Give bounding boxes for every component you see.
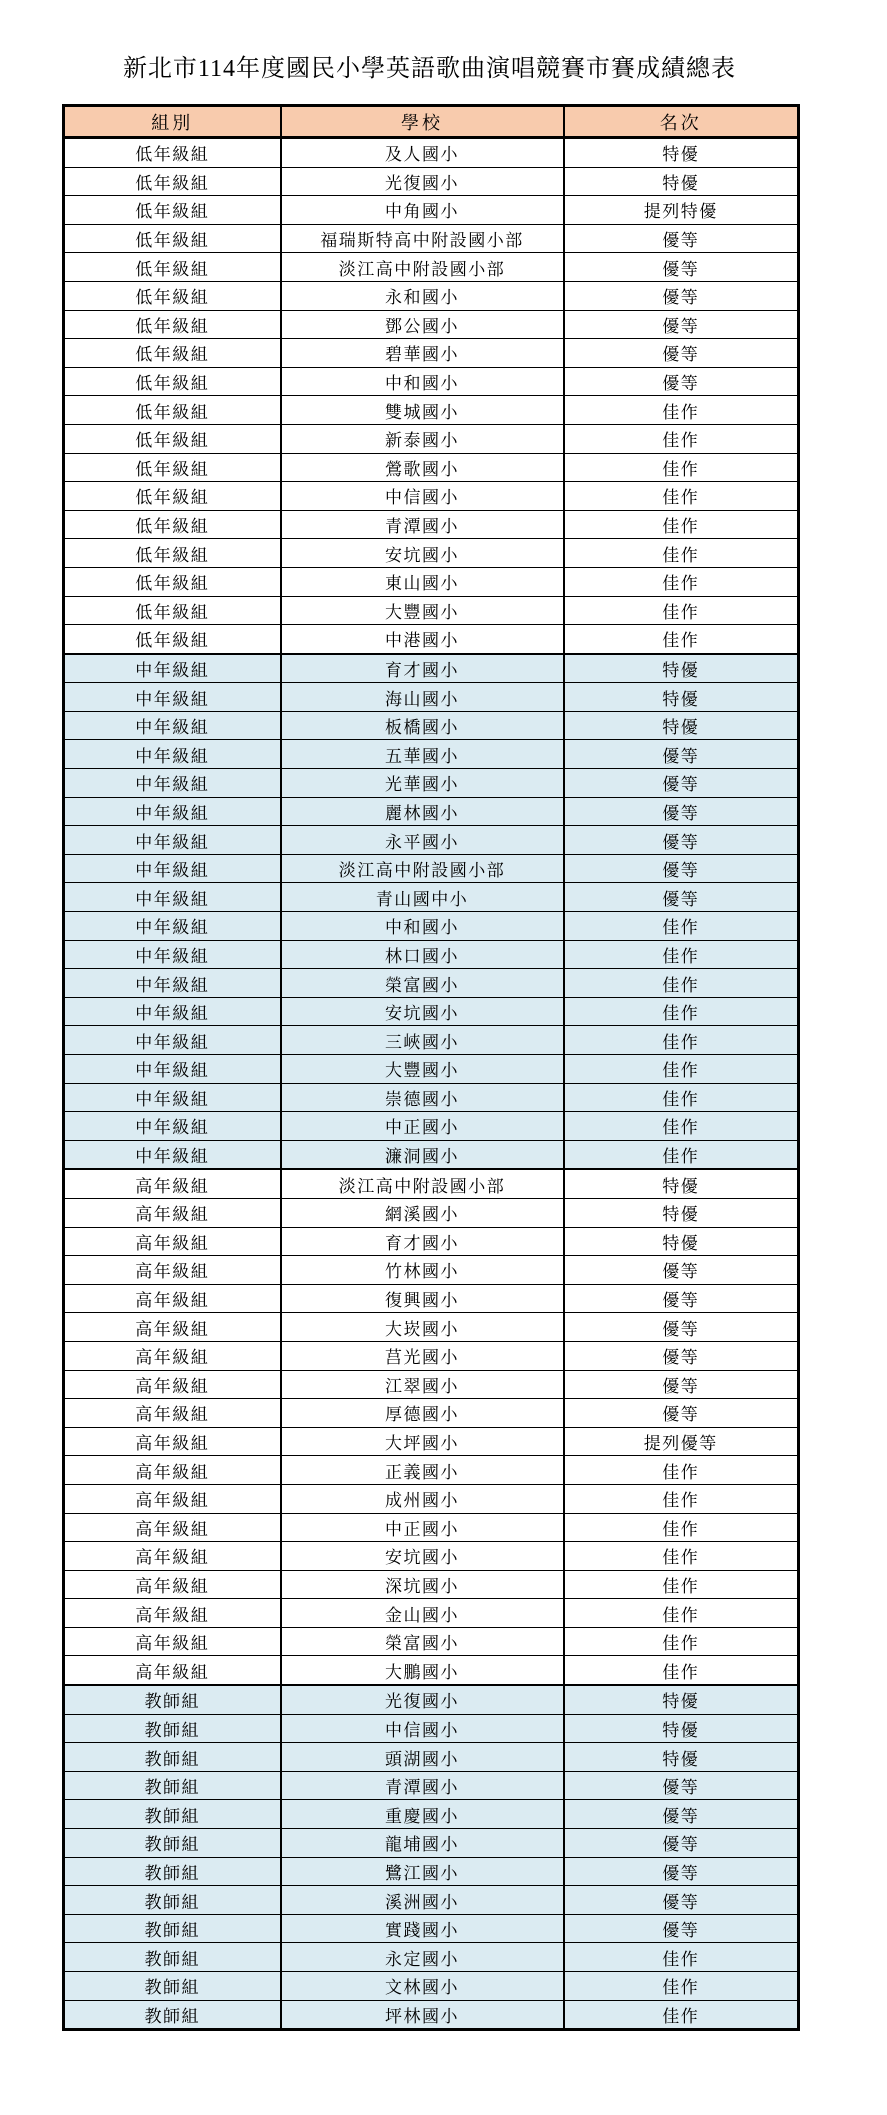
table-row [64,912,799,941]
table-body [64,138,799,2030]
school-cell: 文林國小 [281,1972,564,2001]
group-cell: 教師組 [64,1743,281,1772]
table-row [64,1972,799,2001]
school-cell: 安坑國小 [281,997,564,1026]
rank-cell: 優等 [564,1399,799,1428]
group-cell: 中年級組 [64,1055,281,1084]
rank-cell: 優等 [564,1829,799,1858]
rank-cell: 特優 [564,1198,799,1227]
table-row [64,1570,799,1599]
table-row [64,883,799,912]
table-row [64,1599,799,1628]
group-cell: 高年級組 [64,1456,281,1485]
table-row [64,424,799,453]
rank-cell: 特優 [564,138,799,168]
table-row [64,1140,799,1169]
rank-cell: 佳作 [564,1484,799,1513]
group-cell: 高年級組 [64,1627,281,1656]
school-cell: 復興國小 [281,1284,564,1313]
school-cell: 濂洞國小 [281,1140,564,1169]
group-cell: 低年級組 [64,196,281,225]
rank-cell: 佳作 [564,997,799,1026]
school-cell: 鷺江國小 [281,1857,564,1886]
table-row [64,854,799,883]
table-row [64,2000,799,2030]
school-cell: 溪洲國小 [281,1886,564,1915]
rank-cell: 優等 [564,1256,799,1285]
rank-cell: 佳作 [564,1112,799,1141]
group-cell: 低年級組 [64,567,281,596]
school-cell: 實踐國小 [281,1914,564,1943]
table-row [64,310,799,339]
table-row [64,997,799,1026]
rank-cell: 優等 [564,740,799,769]
group-cell: 教師組 [64,1685,281,1714]
group-cell: 中年級組 [64,769,281,798]
group-cell: 中年級組 [64,854,281,883]
school-cell: 永定國小 [281,1943,564,1972]
rank-cell: 優等 [564,883,799,912]
group-cell: 低年級組 [64,367,281,396]
rank-cell: 佳作 [564,1140,799,1169]
group-cell: 高年級組 [64,1599,281,1628]
table-row [64,1513,799,1542]
rank-cell: 佳作 [564,510,799,539]
table-row [64,769,799,798]
school-cell: 中角國小 [281,196,564,225]
group-cell: 中年級組 [64,1112,281,1141]
rank-cell: 佳作 [564,482,799,511]
table-row [64,253,799,282]
group-cell: 低年級組 [64,510,281,539]
school-cell: 中和國小 [281,912,564,941]
rank-cell: 優等 [564,253,799,282]
rank-cell: 佳作 [564,596,799,625]
group-cell: 中年級組 [64,683,281,712]
column-header-school: 學校 [281,106,564,138]
group-cell: 高年級組 [64,1399,281,1428]
group-cell: 教師組 [64,1972,281,2001]
table-row [64,940,799,969]
school-cell: 及人國小 [281,138,564,168]
school-cell: 淡江高中附設國小部 [281,1169,564,1198]
rank-cell: 佳作 [564,1972,799,2001]
table-row [64,1055,799,1084]
table-row [64,339,799,368]
school-cell: 板橋國小 [281,711,564,740]
group-cell: 高年級組 [64,1198,281,1227]
school-cell: 雙城國小 [281,396,564,425]
rank-cell: 提列優等 [564,1427,799,1456]
group-cell: 教師組 [64,1771,281,1800]
rank-cell: 特優 [564,167,799,196]
school-cell: 深坑國小 [281,1570,564,1599]
table-row [64,1083,799,1112]
group-cell: 中年級組 [64,1140,281,1169]
school-cell: 竹林國小 [281,1256,564,1285]
rank-cell: 佳作 [564,539,799,568]
group-cell: 中年級組 [64,883,281,912]
table-row [64,683,799,712]
school-cell: 榮富國小 [281,969,564,998]
rank-cell: 優等 [564,281,799,310]
table-row [64,1656,799,1685]
rank-cell: 特優 [564,654,799,683]
school-cell: 中正國小 [281,1513,564,1542]
school-cell: 海山國小 [281,683,564,712]
school-cell: 新泰國小 [281,424,564,453]
table-row [64,1227,799,1256]
rank-cell: 優等 [564,1370,799,1399]
rank-cell: 優等 [564,1341,799,1370]
table-row [64,510,799,539]
table-row [64,167,799,196]
school-cell: 成州國小 [281,1484,564,1513]
rank-cell: 提列特優 [564,196,799,225]
rank-cell: 特優 [564,683,799,712]
table-row [64,1886,799,1915]
school-cell: 碧華國小 [281,339,564,368]
rank-cell: 佳作 [564,1083,799,1112]
rank-cell: 優等 [564,310,799,339]
table-row [64,1857,799,1886]
group-cell: 低年級組 [64,453,281,482]
school-cell: 五華國小 [281,740,564,769]
group-cell: 中年級組 [64,969,281,998]
table-row [64,1943,799,1972]
rank-cell: 佳作 [564,1570,799,1599]
rank-cell: 特優 [564,1169,799,1198]
table-row [64,482,799,511]
rank-cell: 佳作 [564,1026,799,1055]
group-cell: 高年級組 [64,1313,281,1342]
table-row [64,1714,799,1743]
group-cell: 高年級組 [64,1656,281,1685]
school-cell: 育才國小 [281,654,564,683]
column-header-group: 組別 [64,106,281,138]
rank-cell: 優等 [564,797,799,826]
rank-cell: 佳作 [564,1627,799,1656]
school-cell: 安坑國小 [281,1542,564,1571]
rank-cell: 優等 [564,1284,799,1313]
rank-cell: 優等 [564,1914,799,1943]
school-cell: 大鵬國小 [281,1656,564,1685]
group-cell: 教師組 [64,1857,281,1886]
school-cell: 中正國小 [281,1112,564,1141]
group-cell: 教師組 [64,1714,281,1743]
rank-cell: 優等 [564,1886,799,1915]
rank-cell: 佳作 [564,1513,799,1542]
group-cell: 教師組 [64,1886,281,1915]
table-row [64,1914,799,1943]
school-cell: 永平國小 [281,826,564,855]
group-cell: 低年級組 [64,339,281,368]
school-cell: 坪林國小 [281,2000,564,2030]
rank-cell: 優等 [564,1857,799,1886]
rank-cell: 佳作 [564,1542,799,1571]
school-cell: 三峽國小 [281,1026,564,1055]
group-cell: 高年級組 [64,1513,281,1542]
school-cell: 鶯歌國小 [281,453,564,482]
document-title: 新北市114年度國民小學英語歌曲演唱競賽市賽成績總表 [122,56,737,82]
group-cell: 高年級組 [64,1570,281,1599]
table-row [64,281,799,310]
school-cell: 中港國小 [281,625,564,654]
rank-cell: 優等 [564,1800,799,1829]
group-cell: 高年級組 [64,1169,281,1198]
rank-cell: 佳作 [564,912,799,941]
group-cell: 教師組 [64,1829,281,1858]
group-cell: 中年級組 [64,997,281,1026]
school-cell: 重慶國小 [281,1800,564,1829]
school-cell: 光華國小 [281,769,564,798]
group-cell: 高年級組 [64,1341,281,1370]
table-row [64,625,799,654]
table-row [64,1026,799,1055]
table-row [64,596,799,625]
table-row [64,1484,799,1513]
table-row [64,1456,799,1485]
group-cell: 低年級組 [64,482,281,511]
school-cell: 中信國小 [281,1714,564,1743]
school-cell: 中和國小 [281,367,564,396]
rank-cell: 佳作 [564,625,799,654]
school-cell: 龍埔國小 [281,1829,564,1858]
school-cell: 大崁國小 [281,1313,564,1342]
group-cell: 低年級組 [64,138,281,168]
school-cell: 正義國小 [281,1456,564,1485]
school-cell: 青潭國小 [281,1771,564,1800]
table-row [64,539,799,568]
rank-cell: 佳作 [564,424,799,453]
rank-cell: 優等 [564,769,799,798]
school-cell: 光復國小 [281,1685,564,1714]
rank-cell: 佳作 [564,969,799,998]
rank-cell: 佳作 [564,1599,799,1628]
rank-cell: 優等 [564,367,799,396]
school-cell: 厚德國小 [281,1399,564,1428]
group-cell: 中年級組 [64,912,281,941]
group-cell: 高年級組 [64,1370,281,1399]
group-cell: 教師組 [64,2000,281,2030]
school-cell: 網溪國小 [281,1198,564,1227]
group-cell: 低年級組 [64,596,281,625]
table-row [64,654,799,683]
group-cell: 教師組 [64,1914,281,1943]
group-cell: 低年級組 [64,310,281,339]
table-row [64,1284,799,1313]
table-row [64,196,799,225]
group-cell: 低年級組 [64,224,281,253]
school-cell: 頭湖國小 [281,1743,564,1772]
rank-cell: 佳作 [564,1943,799,1972]
table-header [64,106,799,138]
table-row [64,453,799,482]
school-cell: 永和國小 [281,281,564,310]
group-cell: 高年級組 [64,1484,281,1513]
rank-cell: 優等 [564,224,799,253]
school-cell: 青潭國小 [281,510,564,539]
school-cell: 育才國小 [281,1227,564,1256]
table-row [64,1627,799,1656]
school-cell: 中信國小 [281,482,564,511]
table-row [64,567,799,596]
rank-cell: 特優 [564,711,799,740]
column-header-rank: 名次 [564,106,799,138]
school-cell: 大豐國小 [281,596,564,625]
rank-cell: 優等 [564,1313,799,1342]
table-row [64,1771,799,1800]
table-row [64,1256,799,1285]
table-row [64,138,799,168]
school-cell: 鄧公國小 [281,310,564,339]
group-cell: 中年級組 [64,797,281,826]
table-row [64,1198,799,1227]
table-row [64,1370,799,1399]
table-row [64,224,799,253]
rank-cell: 特優 [564,1714,799,1743]
rank-cell: 佳作 [564,940,799,969]
table-row [64,396,799,425]
rank-cell: 佳作 [564,396,799,425]
school-cell: 麗林國小 [281,797,564,826]
group-cell: 高年級組 [64,1284,281,1313]
table-row [64,367,799,396]
school-cell: 青山國中小 [281,883,564,912]
rank-cell: 佳作 [564,1055,799,1084]
rank-cell: 特優 [564,1227,799,1256]
group-cell: 低年級組 [64,253,281,282]
group-cell: 中年級組 [64,740,281,769]
table-row [64,1313,799,1342]
table-row [64,1112,799,1141]
group-cell: 低年級組 [64,539,281,568]
group-cell: 低年級組 [64,625,281,654]
table-row [64,740,799,769]
rank-cell: 佳作 [564,1656,799,1685]
school-cell: 榮富國小 [281,1627,564,1656]
group-cell: 中年級組 [64,1083,281,1112]
school-cell: 東山國小 [281,567,564,596]
table-row [64,711,799,740]
school-cell: 安坑國小 [281,539,564,568]
table-row [64,1341,799,1370]
group-cell: 低年級組 [64,424,281,453]
table-row [64,1542,799,1571]
table-row [64,1743,799,1772]
group-cell: 低年級組 [64,396,281,425]
group-cell: 中年級組 [64,826,281,855]
table-row [64,1399,799,1428]
school-cell: 福瑞斯特高中附設國小部 [281,224,564,253]
rank-cell: 特優 [564,1685,799,1714]
table-row [64,826,799,855]
school-cell: 江翠國小 [281,1370,564,1399]
group-cell: 中年級組 [64,940,281,969]
school-cell: 金山國小 [281,1599,564,1628]
table-row [64,1800,799,1829]
header-row [64,106,799,138]
group-cell: 高年級組 [64,1227,281,1256]
group-cell: 低年級組 [64,281,281,310]
rank-cell: 佳作 [564,2000,799,2030]
school-cell: 莒光國小 [281,1341,564,1370]
school-cell: 崇德國小 [281,1083,564,1112]
rank-cell: 佳作 [564,567,799,596]
table-row [64,1829,799,1858]
group-cell: 高年級組 [64,1542,281,1571]
group-cell: 教師組 [64,1800,281,1829]
group-cell: 中年級組 [64,711,281,740]
group-cell: 高年級組 [64,1256,281,1285]
table-row [64,969,799,998]
table-row [64,1169,799,1198]
school-cell: 淡江高中附設國小部 [281,253,564,282]
school-cell: 淡江高中附設國小部 [281,854,564,883]
group-cell: 低年級組 [64,167,281,196]
rank-cell: 佳作 [564,1456,799,1485]
school-cell: 光復國小 [281,167,564,196]
school-cell: 林口國小 [281,940,564,969]
rank-cell: 優等 [564,854,799,883]
table-row [64,1685,799,1714]
group-cell: 教師組 [64,1943,281,1972]
group-cell: 高年級組 [64,1427,281,1456]
results-table [62,104,800,2031]
rank-cell: 優等 [564,339,799,368]
table-row [64,1427,799,1456]
school-cell: 大坪國小 [281,1427,564,1456]
rank-cell: 佳作 [564,453,799,482]
school-cell: 大豐國小 [281,1055,564,1084]
table-row [64,797,799,826]
rank-cell: 特優 [564,1743,799,1772]
group-cell: 中年級組 [64,1026,281,1055]
group-cell: 中年級組 [64,654,281,683]
rank-cell: 優等 [564,1771,799,1800]
rank-cell: 優等 [564,826,799,855]
